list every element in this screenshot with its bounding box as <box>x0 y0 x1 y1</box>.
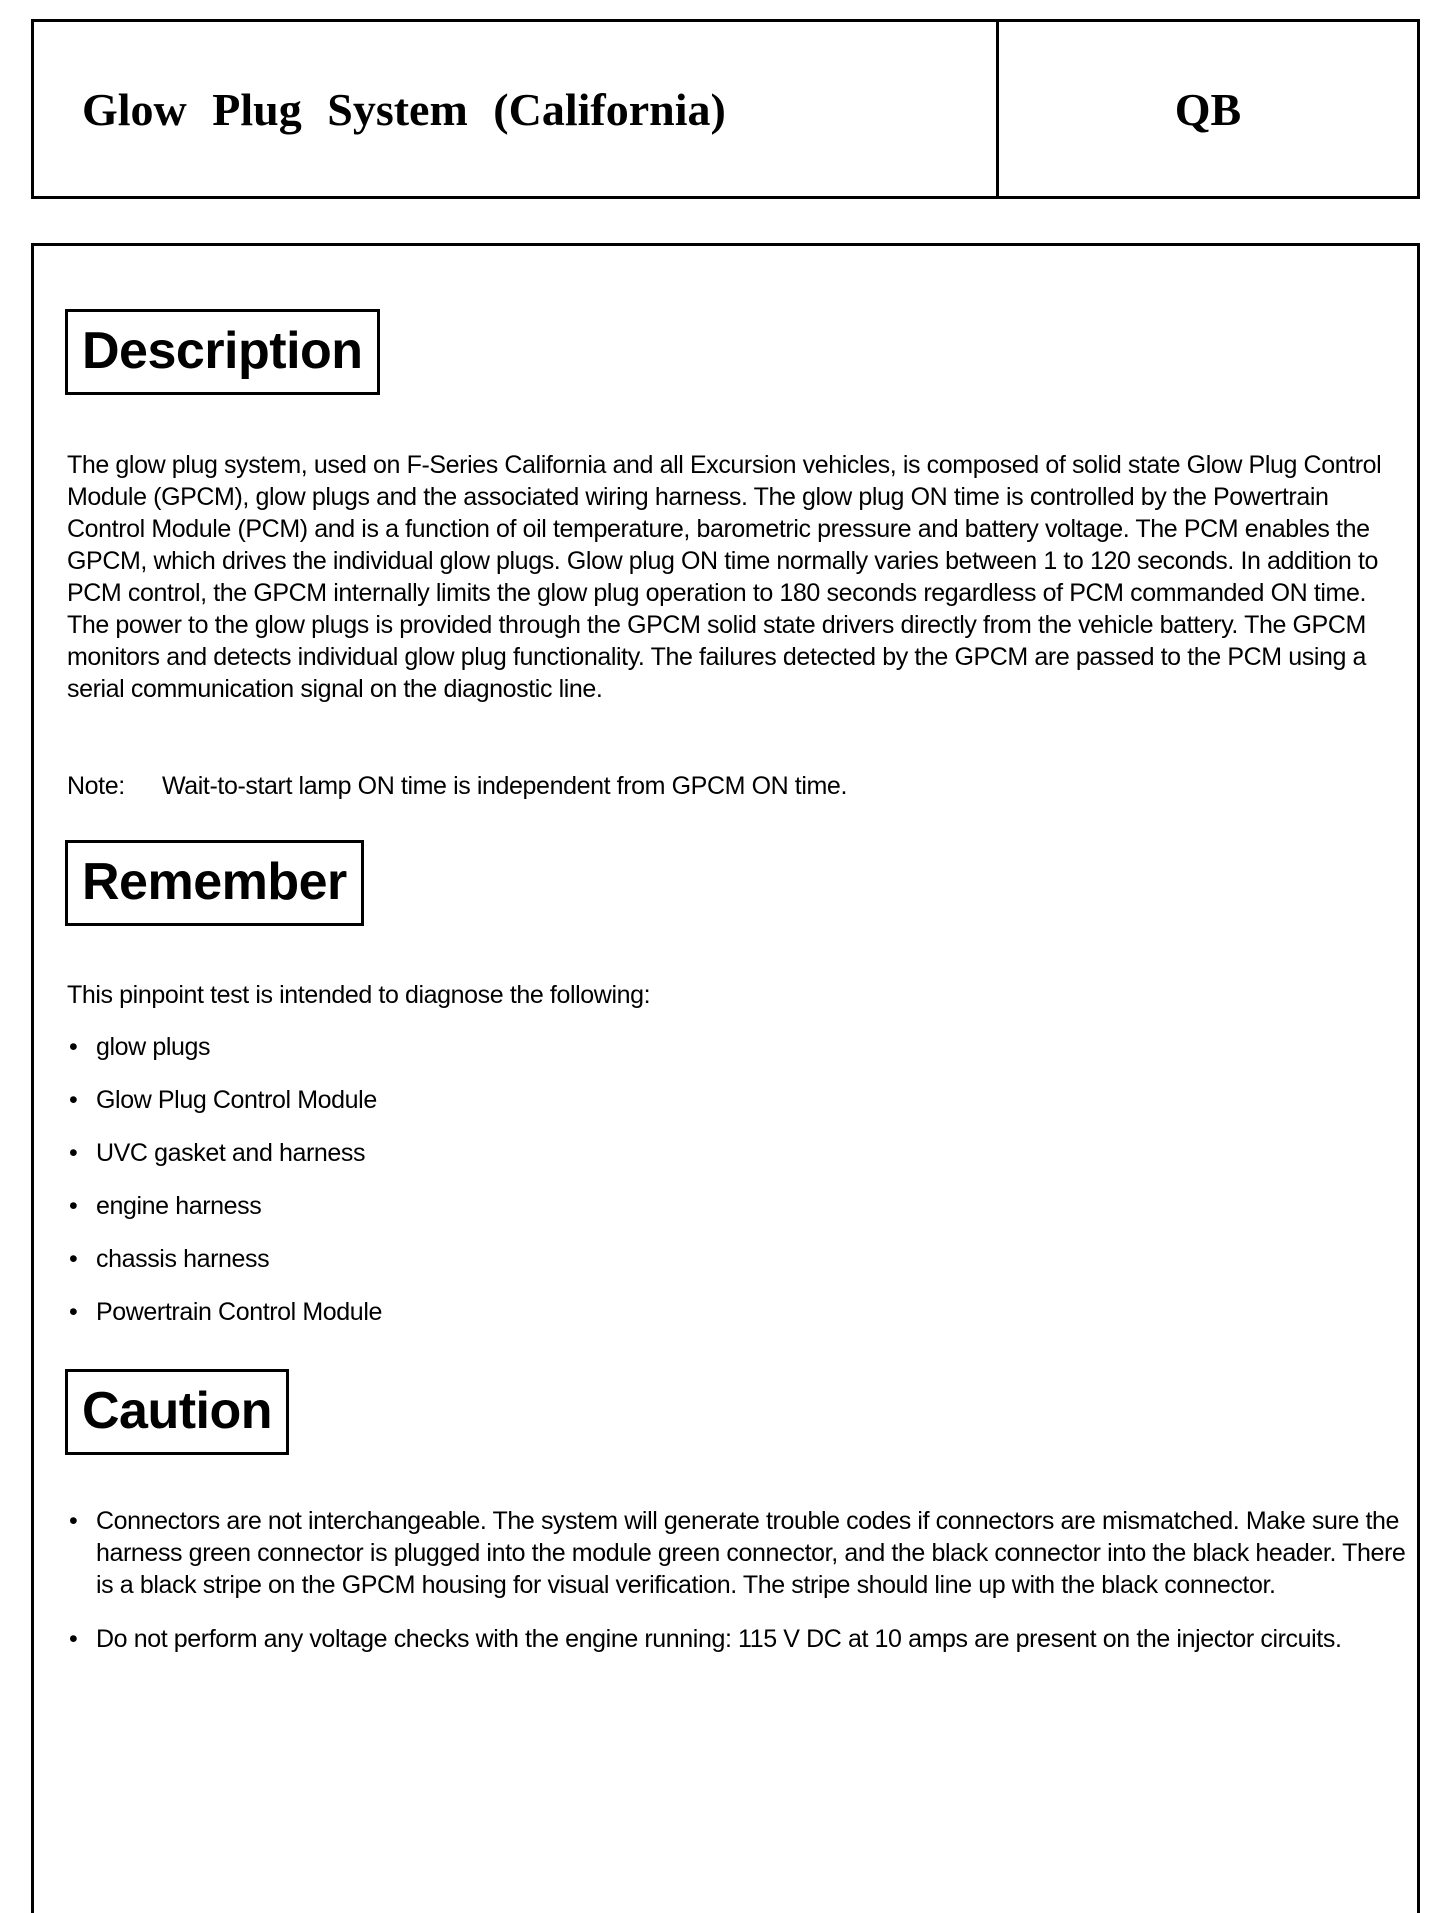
list-item: • Glow Plug Control Module <box>69 1086 377 1114</box>
section-code: QB <box>1174 83 1242 135</box>
description-note <box>67 770 847 802</box>
list-item: • Connectors are not interchangeable. The system will generate trouble codes if connectors are mismatched. Make sure the harness green connector is plugged into the module green connector, and the black connector into the black header. There is a black stripe on the GPCM housing for visual verification. The stripe should line up with the black connector. <box>69 1507 1406 1599</box>
page-title: Glow Plug System (California) <box>34 22 999 196</box>
remember-intro: This pinpoint test is intended to diagnose the following: <box>67 981 651 1009</box>
list-item: • UVC gasket and harness <box>69 1139 366 1167</box>
list-item: • Do not perform any voltage checks with the engine running: 115 V DC at 10 amps are present on the injector circuits. <box>69 1625 1342 1653</box>
page-header <box>31 19 1420 199</box>
description-heading: Description <box>65 309 380 395</box>
note-label: Note: <box>67 772 125 800</box>
list-item: • engine harness <box>69 1192 262 1220</box>
caution-list <box>67 1505 1407 1677</box>
remember-heading: Remember <box>65 840 364 926</box>
note-text: Wait-to-start lamp ON time is independent from GPCM ON time. <box>162 772 847 800</box>
list-item: • Powertrain Control Module <box>69 1298 382 1326</box>
list-item: • glow plugs <box>69 1033 211 1061</box>
content-panel <box>31 243 1420 1913</box>
remember-list <box>67 1031 382 1349</box>
description-paragraph: The glow plug system, used on F-Series California and all Excursion vehicles, is composed of solid state Glow Plug Control Module (GPCM), glow plugs and the associated wiring harness. The glow plug ON time is controlled by the Powertrain Control Module (PCM) and is a function of oil temperature, barometric pressure and battery voltage. The PCM enables the GPCM, which drives the individual glow plugs. Glow plug ON time normally varies between 1 to 120 seconds. In addition to PCM control, the GPCM internally limits the glow plug operation to 180 seconds regardless of PCM commanded ON time. The power to the glow plugs is provided through the GPCM solid state drivers directly from the vehicle battery. The GPCM monitors and detects individual glow plug functionality. The failures detected by the GPCM are passed to the PCM using a serial communication signal on the diagnostic line. <box>67 451 1382 703</box>
caution-heading: Caution <box>65 1369 289 1455</box>
list-item: • chassis harness <box>69 1245 270 1273</box>
